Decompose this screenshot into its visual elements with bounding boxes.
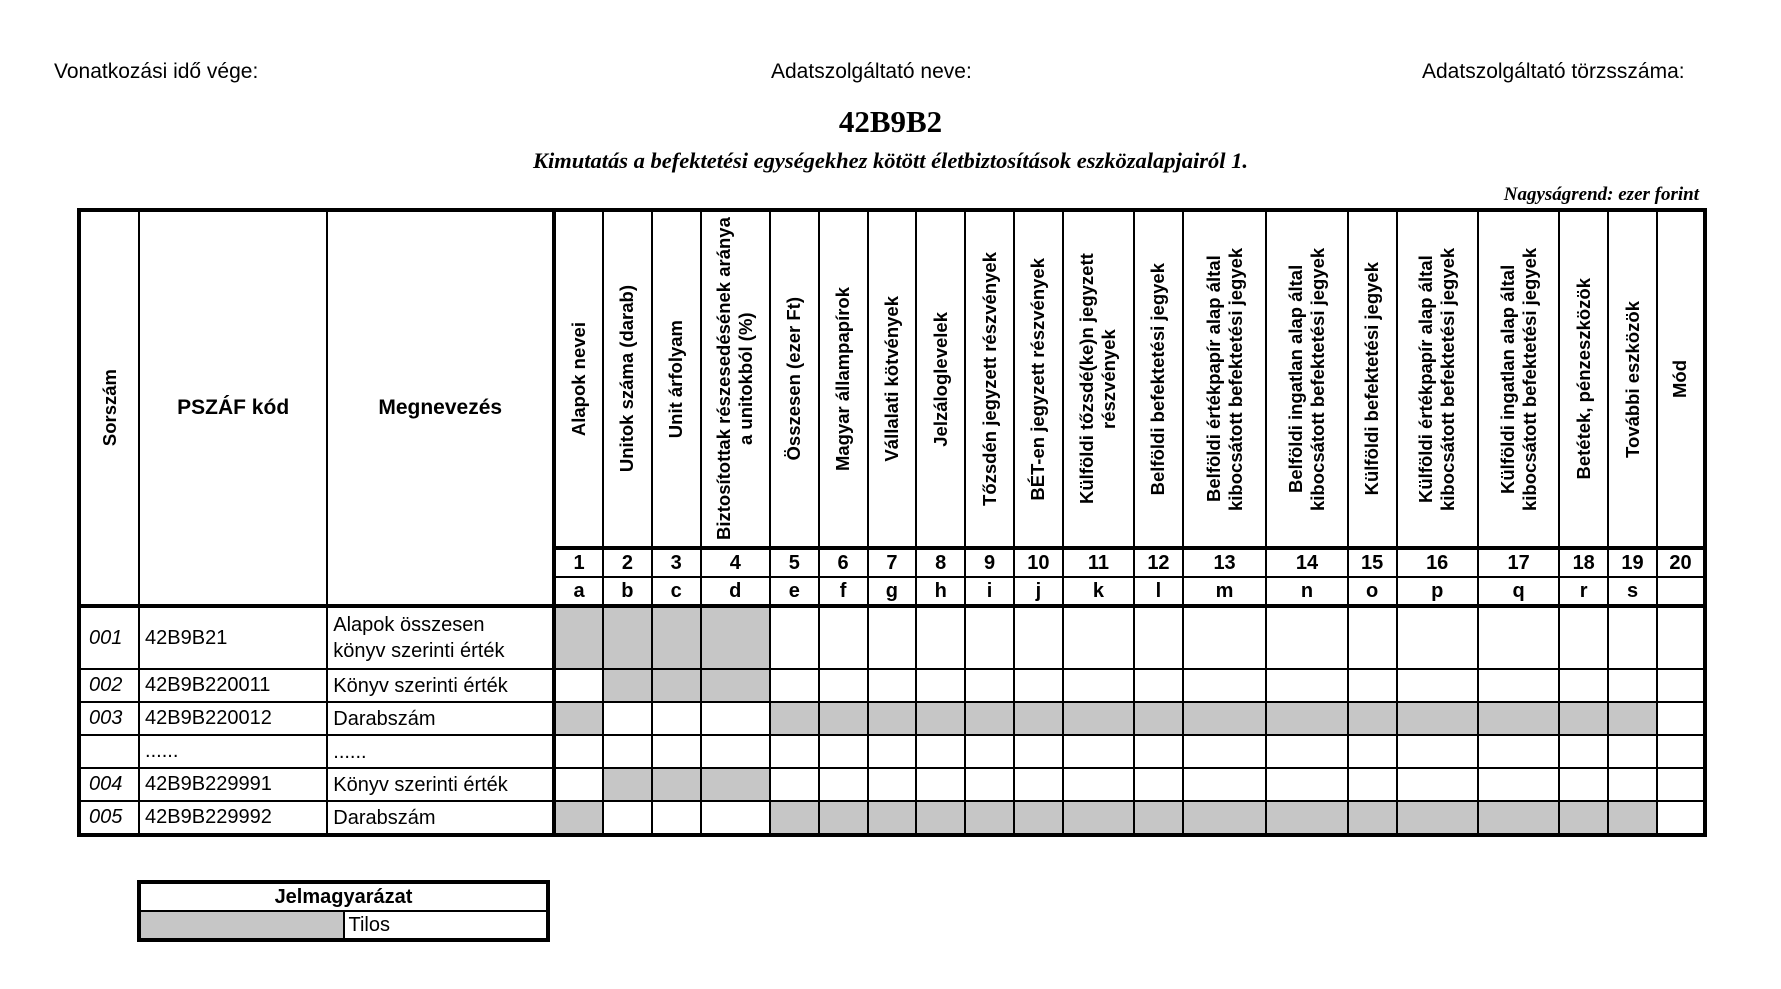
column-number: 14 <box>1266 548 1347 577</box>
column-letter: d <box>701 577 770 606</box>
input-cell <box>916 768 965 801</box>
input-cell <box>819 735 868 768</box>
column-letter: q <box>1478 577 1559 606</box>
input-cell <box>1608 768 1657 801</box>
input-cell <box>1183 735 1266 768</box>
column-header: Külföldi befektetési jegyek <box>1348 210 1397 548</box>
row-pszaf-kod: 42B9B229992 <box>139 801 327 835</box>
column-header: BÉT-en jegyzett részvények <box>1014 210 1063 548</box>
column-letter <box>1657 577 1705 606</box>
column-number: 13 <box>1183 548 1266 577</box>
column-letter: e <box>770 577 819 606</box>
forbidden-cell <box>819 801 868 835</box>
column-header: További eszközök <box>1608 210 1657 548</box>
input-cell <box>1014 669 1063 702</box>
input-cell <box>554 735 603 768</box>
input-cell <box>1134 669 1183 702</box>
legend-title: Jelmagyarázat <box>139 882 548 911</box>
row-megnevezes-line: ...... <box>333 740 367 763</box>
row-megnevezes-line: Darabszám <box>333 707 436 730</box>
table-row <box>79 669 1705 702</box>
column-letter: f <box>819 577 868 606</box>
input-cell <box>1657 735 1705 768</box>
input-cell <box>1608 735 1657 768</box>
input-cell <box>819 606 868 669</box>
column-letter: s <box>1608 577 1657 606</box>
forbidden-cell <box>603 768 652 801</box>
input-cell <box>1657 801 1705 835</box>
forbidden-cell <box>1559 702 1608 735</box>
row-megnevezes <box>327 669 554 702</box>
forbidden-cell <box>1183 702 1266 735</box>
table-row <box>79 735 1705 768</box>
row-megnevezes-line: Könyv szerinti érték <box>333 773 508 796</box>
row-pszaf-kod: 42B9B220012 <box>139 702 327 735</box>
input-cell <box>1559 768 1608 801</box>
input-cell <box>819 768 868 801</box>
column-header: Unit árfolyam <box>652 210 701 548</box>
forbidden-cell <box>554 606 603 669</box>
forbidden-cell <box>868 702 917 735</box>
table-row <box>79 606 1705 669</box>
row-megnevezes <box>327 801 554 835</box>
column-number: 17 <box>1478 548 1559 577</box>
legend-label: Tilos <box>344 911 549 940</box>
forbidden-cell <box>603 606 652 669</box>
column-header: Belföldi értékpapír alap által kibocsátott befektetési jegyek <box>1183 210 1266 548</box>
column-letter: a <box>554 577 603 606</box>
input-cell <box>1134 768 1183 801</box>
forbidden-cell <box>1134 801 1183 835</box>
column-number: 20 <box>1657 548 1705 577</box>
row-megnevezes-line: Darabszám <box>333 806 436 829</box>
input-cell <box>603 801 652 835</box>
input-cell <box>1183 768 1266 801</box>
input-cell <box>1266 669 1347 702</box>
column-header-sorszam: Sorszám <box>79 210 139 606</box>
input-cell <box>652 702 701 735</box>
forbidden-cell <box>1608 801 1657 835</box>
forbidden-cell <box>1478 702 1559 735</box>
input-cell <box>916 606 965 669</box>
input-cell <box>1397 768 1478 801</box>
column-number: 6 <box>819 548 868 577</box>
input-cell <box>1348 669 1397 702</box>
input-cell <box>965 768 1014 801</box>
input-cell <box>916 669 965 702</box>
forbidden-cell <box>819 702 868 735</box>
row-sorszam <box>79 735 139 768</box>
forbidden-cell <box>1014 801 1063 835</box>
forbidden-cell <box>1014 702 1063 735</box>
input-cell <box>770 606 819 669</box>
input-cell <box>1348 606 1397 669</box>
column-number: 3 <box>652 548 701 577</box>
row-pszaf-kod: 42B9B229991 <box>139 768 327 801</box>
column-header-pszaf-kod: PSZÁF kód <box>139 210 327 606</box>
input-cell <box>1183 669 1266 702</box>
input-cell <box>701 735 770 768</box>
input-cell <box>916 735 965 768</box>
input-cell <box>868 669 917 702</box>
row-sorszam: 005 <box>79 801 139 835</box>
report-table <box>77 208 1707 837</box>
input-cell <box>965 669 1014 702</box>
column-number: 15 <box>1348 548 1397 577</box>
forbidden-cell <box>1608 702 1657 735</box>
row-megnevezes <box>327 702 554 735</box>
forbidden-cell <box>1063 702 1134 735</box>
forbidden-cell <box>554 801 603 835</box>
input-cell <box>1183 606 1266 669</box>
row-pszaf-kod: 42B9B220011 <box>139 669 327 702</box>
input-cell <box>868 768 917 801</box>
row-pszaf-kod: ...... <box>139 735 327 768</box>
column-letter: n <box>1266 577 1347 606</box>
input-cell <box>1397 669 1478 702</box>
column-letter: r <box>1559 577 1608 606</box>
input-cell <box>701 801 770 835</box>
input-cell <box>1063 735 1134 768</box>
input-cell <box>965 735 1014 768</box>
row-megnevezes-line: Könyv szerinti érték <box>333 674 508 697</box>
input-cell <box>554 768 603 801</box>
input-cell <box>1014 735 1063 768</box>
column-letter: c <box>652 577 701 606</box>
column-letter: b <box>603 577 652 606</box>
input-cell <box>819 669 868 702</box>
input-cell <box>554 669 603 702</box>
input-cell <box>1657 768 1705 801</box>
input-cell <box>1134 735 1183 768</box>
column-letter: j <box>1014 577 1063 606</box>
column-number: 18 <box>1559 548 1608 577</box>
input-cell <box>1397 606 1478 669</box>
input-cell <box>965 606 1014 669</box>
input-cell <box>1134 606 1183 669</box>
input-cell <box>1348 768 1397 801</box>
column-header: Betétek, pénzeszközök <box>1559 210 1608 548</box>
input-cell <box>1014 606 1063 669</box>
column-header-megnevezes: Megnevezés <box>327 210 554 606</box>
legend-swatch <box>139 911 344 940</box>
column-letter: l <box>1134 577 1183 606</box>
forbidden-cell <box>1348 702 1397 735</box>
forbidden-cell <box>652 606 701 669</box>
column-number: 10 <box>1014 548 1063 577</box>
input-cell <box>1559 606 1608 669</box>
column-letter: i <box>965 577 1014 606</box>
input-cell <box>1063 606 1134 669</box>
input-cell <box>770 768 819 801</box>
forbidden-cell <box>554 702 603 735</box>
input-cell <box>1266 768 1347 801</box>
column-header: Mód <box>1657 210 1705 548</box>
forbidden-cell <box>770 801 819 835</box>
forbidden-cell <box>965 702 1014 735</box>
input-cell <box>701 702 770 735</box>
column-header: Külföldi értékpapír alap által kibocsátott befektetési jegyek <box>1397 210 1478 548</box>
row-sorszam: 002 <box>79 669 139 702</box>
row-megnevezes <box>327 735 554 768</box>
column-header: Biztosítottak részesedésének aránya a unitokból (%) <box>701 210 770 548</box>
column-number: 8 <box>916 548 965 577</box>
forbidden-cell <box>1397 801 1478 835</box>
forbidden-cell <box>1348 801 1397 835</box>
row-megnevezes <box>327 606 554 669</box>
forbidden-cell <box>1266 801 1347 835</box>
input-cell <box>1397 735 1478 768</box>
column-letter: g <box>868 577 917 606</box>
input-cell <box>1348 735 1397 768</box>
column-letter: k <box>1063 577 1134 606</box>
forbidden-cell <box>1266 702 1347 735</box>
column-header: Összesen (ezer Ft) <box>770 210 819 548</box>
unit-note: Nagyságrend: ezer forint <box>1503 184 1699 205</box>
input-cell <box>603 735 652 768</box>
column-header: Külföldi ingatlan alap által kibocsátott befektetési jegyek <box>1478 210 1559 548</box>
form-code: 42B9B2 <box>838 104 943 139</box>
column-header: Alapok nevei <box>554 210 603 548</box>
input-cell <box>1478 735 1559 768</box>
provider-id-label: Adatszolgáltató törzsszáma: <box>1422 60 1685 83</box>
input-cell <box>1266 735 1347 768</box>
input-cell <box>1657 702 1705 735</box>
table-body <box>79 606 1705 835</box>
forbidden-cell <box>868 801 917 835</box>
forbidden-cell <box>1134 702 1183 735</box>
reference-period-end-label: Vonatkozási idő vége: <box>54 60 259 83</box>
input-cell <box>652 735 701 768</box>
forbidden-cell <box>1183 801 1266 835</box>
input-cell <box>1063 768 1134 801</box>
column-number: 2 <box>603 548 652 577</box>
form-title: Kimutatás a befektetési egységekhez kötött életbiztosítások eszközalapjairól 1. <box>533 148 1248 173</box>
forbidden-cell <box>652 768 701 801</box>
column-number: 19 <box>1608 548 1657 577</box>
column-number: 12 <box>1134 548 1183 577</box>
forbidden-cell <box>701 606 770 669</box>
column-number: 1 <box>554 548 603 577</box>
column-number: 9 <box>965 548 1014 577</box>
forbidden-cell <box>701 768 770 801</box>
legend <box>137 880 550 942</box>
row-megnevezes-line: Alapok összesen <box>333 614 485 636</box>
column-letter: m <box>1183 577 1266 606</box>
row-megnevezes-line: könyv szerinti érték <box>333 640 505 662</box>
input-cell <box>1559 735 1608 768</box>
column-number: 11 <box>1063 548 1134 577</box>
forbidden-cell <box>1063 801 1134 835</box>
forbidden-cell <box>1397 702 1478 735</box>
input-cell <box>1063 669 1134 702</box>
forbidden-cell <box>770 702 819 735</box>
input-cell <box>652 801 701 835</box>
input-cell <box>603 702 652 735</box>
input-cell <box>1014 768 1063 801</box>
provider-name-label: Adatszolgáltató neve: <box>771 60 972 83</box>
forbidden-cell <box>603 669 652 702</box>
column-number: 7 <box>868 548 917 577</box>
column-header: Unitok száma (darab) <box>603 210 652 548</box>
input-cell <box>868 735 917 768</box>
input-cell <box>1608 669 1657 702</box>
input-cell <box>868 606 917 669</box>
forbidden-cell <box>1559 801 1608 835</box>
input-cell <box>1478 606 1559 669</box>
row-sorszam: 004 <box>79 768 139 801</box>
input-cell <box>1478 768 1559 801</box>
column-letter: h <box>916 577 965 606</box>
column-number: 5 <box>770 548 819 577</box>
table-row <box>79 801 1705 835</box>
row-sorszam: 003 <box>79 702 139 735</box>
input-cell <box>1657 669 1705 702</box>
input-cell <box>1478 669 1559 702</box>
column-header: Tőzsdén jegyzett részvények <box>965 210 1014 548</box>
input-cell <box>1559 669 1608 702</box>
column-header: Jelzáloglevelek <box>916 210 965 548</box>
forbidden-cell <box>965 801 1014 835</box>
column-header: Magyar állampapírok <box>819 210 868 548</box>
forbidden-cell <box>701 669 770 702</box>
input-cell <box>770 735 819 768</box>
row-megnevezes <box>327 768 554 801</box>
column-letter: o <box>1348 577 1397 606</box>
input-cell <box>1266 606 1347 669</box>
column-header: Vállalati kötvények <box>868 210 917 548</box>
column-number: 4 <box>701 548 770 577</box>
column-letter: p <box>1397 577 1478 606</box>
forbidden-cell <box>652 669 701 702</box>
column-number: 16 <box>1397 548 1478 577</box>
row-sorszam: 001 <box>79 606 139 669</box>
table-row <box>79 768 1705 801</box>
input-cell <box>1608 606 1657 669</box>
forbidden-cell <box>1478 801 1559 835</box>
row-pszaf-kod: 42B9B21 <box>139 606 327 669</box>
column-header: Belföldi befektetési jegyek <box>1134 210 1183 548</box>
forbidden-cell <box>916 702 965 735</box>
input-cell <box>770 669 819 702</box>
forbidden-cell <box>916 801 965 835</box>
table-row <box>79 702 1705 735</box>
column-header: Belföldi ingatlan alap által kibocsátott befektetési jegyek <box>1266 210 1347 548</box>
column-header: Külföldi tőzsdé(ke)n jegyzett részvények <box>1063 210 1134 548</box>
input-cell <box>1657 606 1705 669</box>
